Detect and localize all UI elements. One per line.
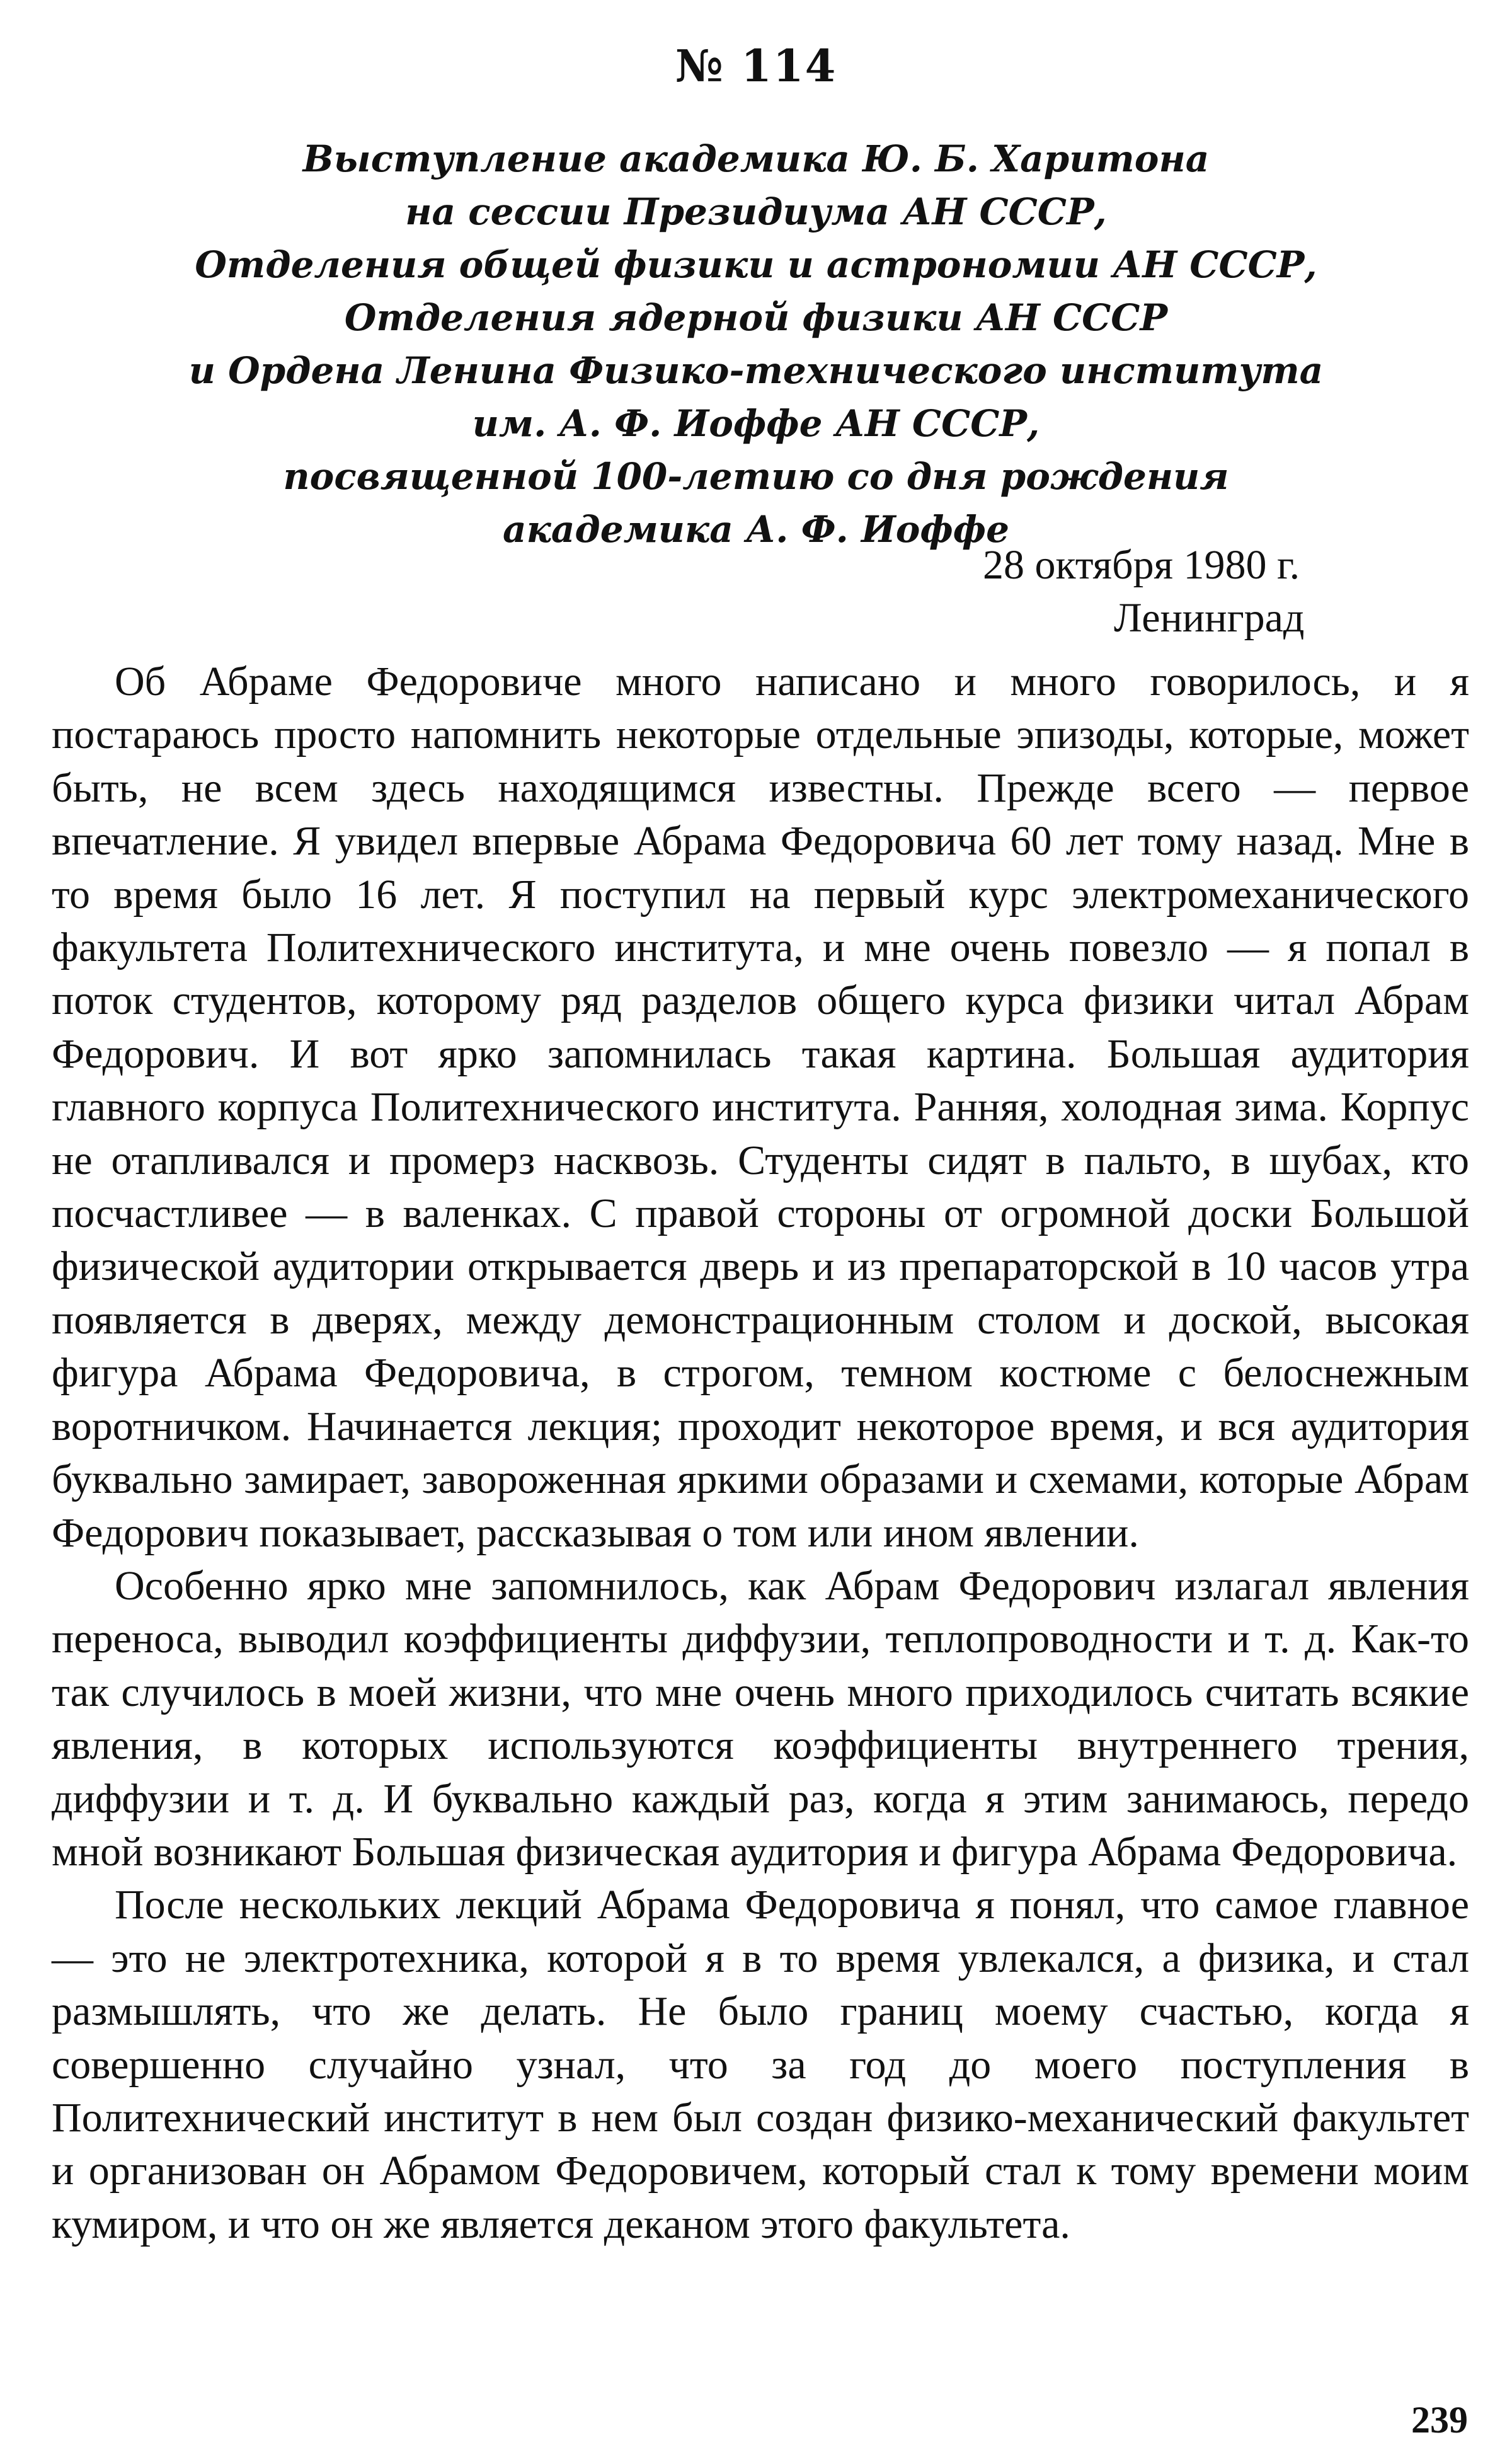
title-line: и Ордена Ленина Физико-технического института (188, 349, 1324, 392)
title-line: Выступление академика Ю. Б. Харитона (302, 137, 1210, 180)
title-line: академика А. Ф. Иоффе (502, 508, 1009, 551)
paragraph: После нескольких лекций Абрама Федоровича я понял, что самое главное — это не электротехника, которой я в то время увлекался, а физика, и стал размышлять, что же делать. Не было границ моему счастью, когда я совершенно случайно узнал, что за год до моего поступления в Политехнический институт в нем был создан физико-механический факультет и организован он Абрамом Федоровичем, который стал к тому времени моим кумиром, и что он же является деканом этого факультета. (52, 1882, 1469, 2247)
page-number: 239 (1411, 2399, 1468, 2441)
title-line: посвященной 100-летию со дня рождения (283, 455, 1229, 498)
dateline (983, 539, 1386, 645)
body-text (52, 655, 1469, 2251)
paragraph: Об Абраме Федоровиче много написано и много говорилось, и я постараюсь просто напомнить некоторые отдельные эпизоды, которые, может быть, не всем здесь находящимся известны. Прежде всего — первое впечатление. Я увидел впервые Абрама Федоровича 60 лет тому назад. Мне в то время было 16 лет. Я поступил на первый курс электромеханического факультета Политехнического института, и мне очень повезло — я попал в поток студентов, которому ряд разделов общего курса физики читал Абрам Федорович. И вот ярко запомнилась такая картина. Большая аудитория главного корпуса Политехнического института. Ранняя, холодная зима. Корпус не отапливался и промерз насквозь. Студенты сидят в пальто, в шубах, кто посчастливее — в валенках. С правой стороны от огромной доски Большой физической аудитории открывается дверь и из препараторской в 10 часов утра появляется в дверях, между демонстрационным столом и доской, высокая фигура Абрама Федоровича, в строгом, темном костюме с белоснежным воротничком. Начинается лекция; проходит некоторое время, и вся аудитория буквально замирает, завороженная яркими образами и схемами, которые Абрам Федорович показывает, рассказывая о том или ином явлении. (52, 659, 1469, 1556)
title-line: Отделения ядерной физики АН СССР (344, 296, 1168, 339)
document-title (145, 132, 1367, 556)
title-line: на сессии Президиума АН СССР, (405, 190, 1107, 233)
title-line: им. А. Ф. Иоффе АН СССР, (472, 402, 1040, 445)
paragraph: Особенно ярко мне запомнилось, как Абрам Федорович излагал явления переноса, выводил коэффициенты диффузии, теплопроводности и т. д. Как-то так случилось в моей жизни, что мне очень много приходилось считать всякие явления, в которых используются коэффициенты внутреннего трения, диффузии и т. д. И буквально каждый раз, когда я этим занимаюсь, передо мной возникают Большая физическая аудитория и фигура Абрама Федоровича. (52, 1562, 1469, 1875)
document-date: 28 октября 1980 г. (983, 542, 1300, 588)
document-number: № 114 (675, 40, 837, 92)
document-place: Ленинград (1114, 595, 1305, 641)
title-line: Отделения общей физики и астрономии АН СССР, (195, 243, 1317, 286)
